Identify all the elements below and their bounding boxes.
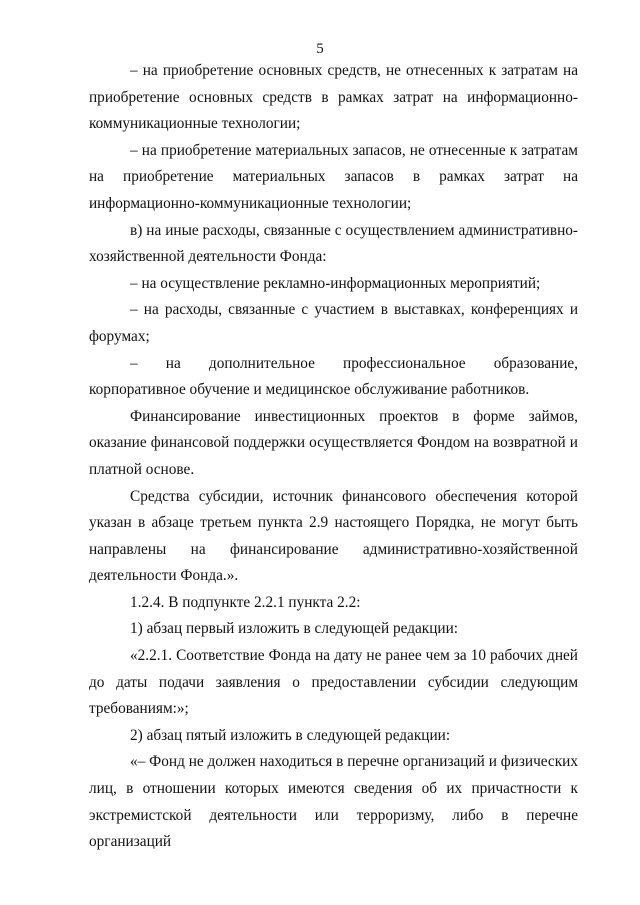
page-number: 5 — [316, 41, 324, 57]
paragraph-material-stocks: – на приобретение материальных запасов, не отнесенные к затратам на приобретение материальных запасов в рамках затрат на информационно-коммуникационные технологии; — [89, 141, 578, 212]
paragraph-clause-1-2-4: 1.2.4. В подпункте 2.2.1 пункта 2.2: — [130, 593, 361, 611]
paragraph-other-expenses: в) на иные расходы, связанные с осуществлением административно-хозяйственной деятельности Фонда: — [89, 221, 578, 266]
paragraph-amendment-1: 1) абзац первый изложить в следующей редакции: — [130, 620, 459, 638]
paragraph-clause-2-2-1: «2.2.1. Соответствие Фонда на дату не ранее чем за 10 рабочих дней до даты подачи заявления о предоставлении субсидии следующим требованиям:»; — [89, 647, 578, 718]
paragraph-extremism-list: «– Фонд не должен находиться в перечне организаций и физических лиц, в отношении которых имеются сведения об их причастности к экстремистской деятельности или терроризму, либо в перечне организаций — [89, 753, 578, 851]
paragraph-fixed-assets: – на приобретение основных средств, не отнесенных к затратам на приобретение основных средств в рамках затрат на информационно-коммуникационные технологии; — [89, 62, 578, 133]
paragraph-education: – на дополнительное профессиональное образование, корпоративное обучение и медицинское обслуживание работников. — [89, 354, 578, 399]
paragraph-exhibitions: – на расходы, связанные с участием в выставках, конференциях и форумах; — [89, 301, 578, 345]
paragraph-investment-financing: Финансирование инвестиционных проектов в форме займов, оказание финансовой поддержки осуществляется Фондом на возвратной и платной основе. — [89, 407, 578, 478]
paragraph-advertising: – на осуществление рекламно-информационных мероприятий; — [130, 274, 541, 292]
paragraph-subsidy-restriction: Средства субсидии, источник финансового обеспечения которой указан в абзаце третьем пункта 2.9 настоящего Порядка, не могут быть направлены на финансирование административно-хозяйственной деятельности Фонда.». — [89, 487, 578, 585]
document-body — [89, 58, 578, 856]
paragraph-amendment-2: 2) абзац пятый изложить в следующей редакции: — [130, 726, 451, 744]
